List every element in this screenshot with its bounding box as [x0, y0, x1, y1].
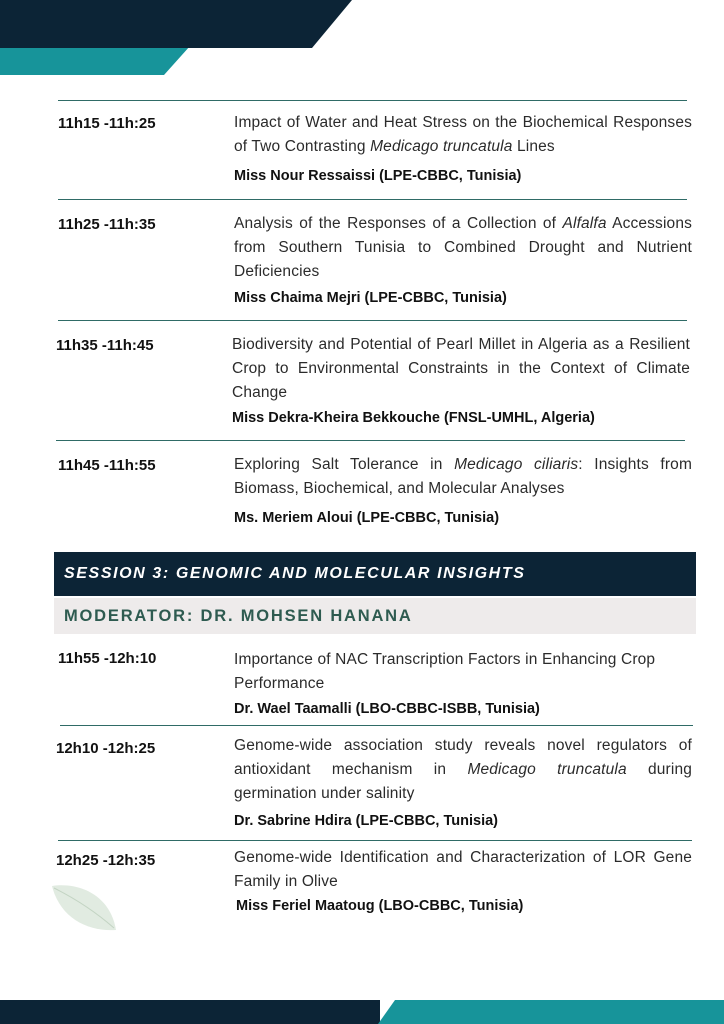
moderator-label: MODERATOR: DR. MOHSEN HANANA	[64, 607, 413, 625]
talk-title: Impact of Water and Heat Stress on the Biochemical Responses of Two Contrasting Medicago truncatula Lines	[234, 114, 692, 155]
talk-time: 11h55 -12h:10	[58, 650, 157, 667]
talk-time: 11h45 -11h:55	[58, 457, 156, 474]
talk-speaker: Dr. Sabrine Hdira (LPE-CBBC, Tunisia)	[234, 813, 498, 829]
talk-speaker: Miss Feriel Maatoug (LBO-CBBC, Tunisia)	[236, 898, 524, 914]
bottom-navy-band	[0, 1000, 380, 1024]
top-banner	[0, 0, 724, 80]
leaf-icon	[48, 880, 123, 935]
bottom-teal-band	[378, 1000, 724, 1024]
divider	[60, 725, 693, 726]
talk-time: 12h10 -12h:25	[56, 740, 156, 757]
divider	[58, 100, 687, 101]
talk-title: Importance of NAC Transcription Factors in Enhancing Crop Performance	[234, 651, 656, 692]
bottom-banner	[0, 996, 724, 1024]
talk-speaker: Miss Nour Ressaissi (LPE-CBBC, Tunisia)	[234, 168, 522, 184]
talk-speaker: Miss Dekra-Kheira Bekkouche (FNSL-UMHL, Algeria)	[232, 410, 595, 426]
talk-speaker: Miss Chaima Mejri (LPE-CBBC, Tunisia)	[234, 290, 507, 306]
top-teal-stripe	[0, 46, 190, 75]
moderator-bar	[54, 598, 696, 634]
talk-time: 11h15 -11h:25	[58, 115, 156, 132]
talk-time: 11h35 -11h:45	[56, 337, 154, 354]
divider	[58, 320, 687, 321]
talk-time: 12h25 -12h:35	[56, 852, 156, 869]
talk-title: Biodiversity and Potential of Pearl Millet in Algeria as a Resilient Crop to Environmental Constraints in the Context of Climate Change	[232, 336, 690, 401]
talk-title: Exploring Salt Tolerance in Medicago ciliaris: Insights from Biomass, Biochemical, and Molecular Analyses	[234, 456, 693, 497]
divider	[58, 840, 692, 841]
top-navy-band	[0, 0, 352, 48]
talk-speaker: Dr. Wael Taamalli (LBO-CBBC-ISBB, Tunisia)	[234, 701, 540, 717]
talk-speaker: Ms. Meriem Aloui (LPE-CBBC, Tunisia)	[234, 510, 500, 526]
talk-title: Genome-wide Identification and Characterization of LOR Gene Family in Olive	[234, 849, 692, 890]
talk-time: 11h25 -11h:35	[58, 216, 156, 233]
talk-title: Analysis of the Responses of a Collection of Alfalfa Accessions from Southern Tunisia to Combined Drought and Nutrient Deficiencies	[234, 215, 692, 280]
session-header	[54, 552, 696, 596]
talk-title: Genome-wide association study reveals novel regulators of antioxidant mechanism in Medicago truncatula during germination under salinity	[234, 737, 692, 802]
divider	[56, 440, 685, 441]
session-title: SESSION 3: GENOMIC AND MOLECULAR INSIGHTS	[64, 565, 526, 582]
divider	[58, 199, 687, 200]
